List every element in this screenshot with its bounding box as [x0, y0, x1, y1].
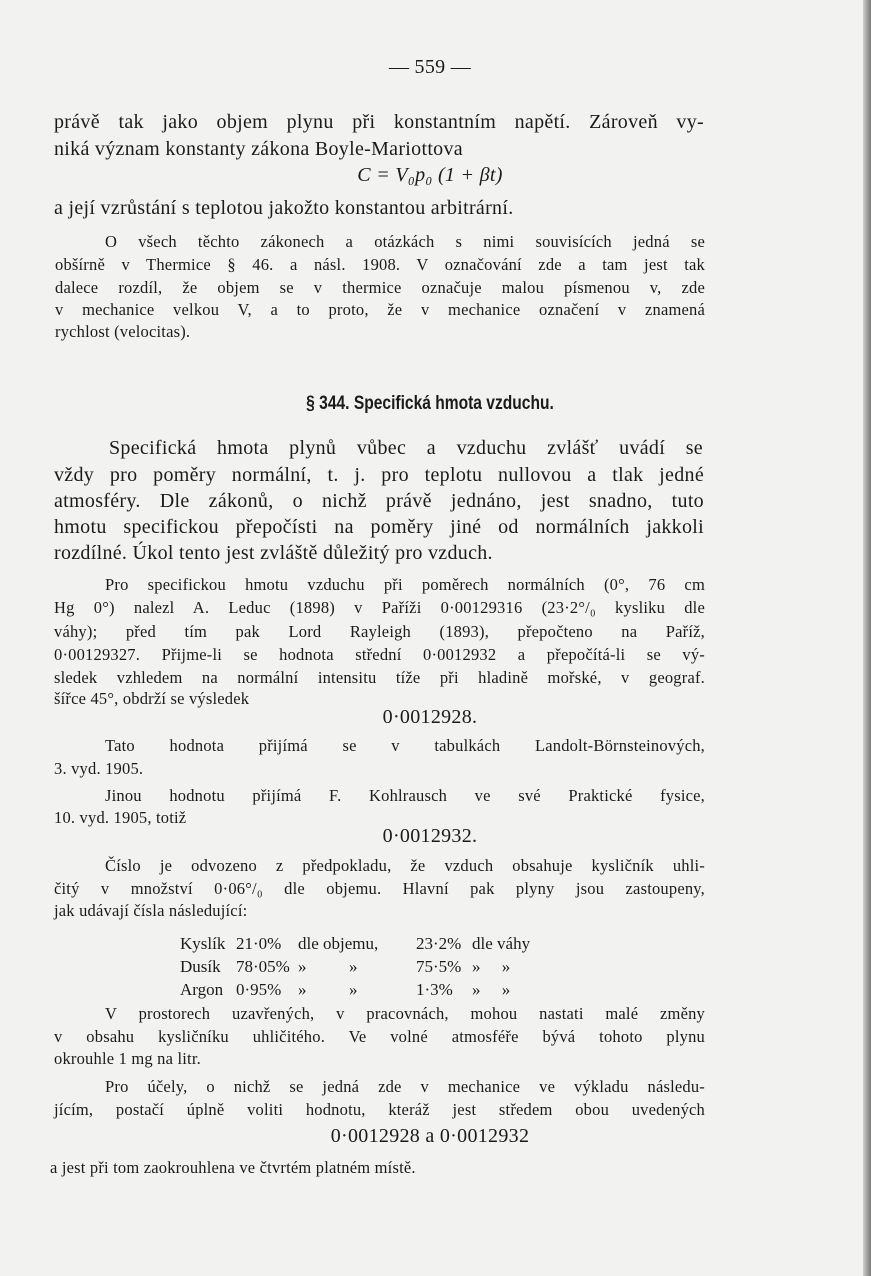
value-line: 0·0012928 a 0·0012932 — [330, 1125, 530, 1147]
gas-volume-label: » » — [298, 979, 358, 999]
text-line: niká význam konstanty zákona Boyle-Mariottova — [54, 138, 463, 160]
text-line: rozdílné. Úkol tento jest zvláště důležitý pro vzduch. — [54, 542, 493, 564]
gas-volume: 21·0% — [236, 933, 282, 953]
text-line: šířce 45°, obdrží se výsledek — [54, 689, 250, 708]
gas-volume: 78·05% — [236, 956, 290, 976]
text-line: vždy pro poměry normální, t. j. pro teplotu nullovou a tlak jedné — [54, 464, 704, 486]
gas-weight-label: dle váhy — [472, 933, 531, 953]
gas-volume: 0·95% — [236, 979, 282, 999]
text-line: a jest při tom zaokrouhlena ve čtvrtém platném místě. — [50, 1158, 416, 1177]
gas-weight: 1·3% — [416, 979, 453, 999]
gas-composition-table — [180, 932, 530, 1001]
text-line: čitý v množství 0·06°/₀ dle objemu. Hlavní pak plyny jsou zastoupeny, — [54, 879, 705, 898]
value-line: 0·0012932. — [382, 825, 478, 847]
gas-weight: 75·5% — [416, 956, 462, 976]
gas-weight-label: » » — [472, 979, 511, 999]
note-line: v mechanice velkou V, a to proto, že v mechanice označení v znamená — [55, 300, 705, 319]
note-line: obšírně v Thermice § 46. a násl. 1908. V označování zde a tam jest tak — [55, 255, 705, 274]
text-line: jícím, postačí úplně voliti hodnotu, kteráž jest středem obou uvedených — [54, 1100, 705, 1119]
gas-volume-label: » » — [298, 956, 358, 976]
page-number: — 559 — — [388, 56, 472, 78]
table-row — [180, 978, 530, 1001]
gas-weight: 23·2% — [416, 933, 462, 953]
table-row — [180, 955, 530, 978]
table-row — [180, 932, 530, 955]
text-line: jak udávají čísla následující: — [54, 901, 248, 920]
formula: C = V₀p₀ (1 + βt) — [357, 164, 503, 186]
text-line: právě tak jako objem plynu při konstantním napětí. Zároveň vy- — [54, 111, 704, 133]
text-line: V prostorech uzavřených, v pracovnách, mohou nastati malé změny — [105, 1004, 705, 1023]
text-line: Číslo je odvozeno z předpokladu, že vzduch obsahuje kysličník uhli- — [105, 856, 705, 875]
text-line: 0·00129327. Přijme-li se hodnota střední 0·0012932 a přepočítá-li se vý- — [54, 645, 705, 664]
text-line: 10. vyd. 1905, totiž — [54, 808, 187, 827]
value-line: 0·0012928. — [382, 706, 478, 728]
text-line: okrouhle 1 mg na litr. — [54, 1049, 201, 1068]
text-line: Tato hodnota přijímá se v tabulkách Landolt-Börnsteinových, — [105, 736, 705, 755]
text-line: Pro účely, o nichž se jedná zde v mechanice ve výkladu následu- — [105, 1077, 705, 1096]
text-line: hmotu specifickou přepočísti na poměry jiné od normálních jakkoli — [54, 516, 704, 538]
note-line: dalece rozdíl, že objem se v thermice označuje malou písmenou v, zde — [55, 278, 705, 297]
gas-name: Argon — [180, 979, 224, 999]
gas-name: Kyslík — [180, 933, 226, 953]
text-line: sledek vzhledem na normální intensitu tíže při hladině mořské, v geograf. — [54, 668, 705, 687]
text-line: Jinou hodnotu přijímá F. Kohlrausch ve své Praktické fysice, — [105, 786, 705, 805]
text-line: Hg 0°) nalezl A. Leduc (1898) v Paříži 0·00129316 (23·2°/₀ kysliku dle — [54, 598, 705, 617]
text-line: Pro specifickou hmotu vzduchu při poměrech normálních (0°, 76 cm — [105, 575, 705, 594]
page-gutter-shadow — [863, 0, 871, 1276]
text-line: a její vzrůstání s teplotou jakožto konstantou arbitrární. — [54, 197, 514, 219]
text-line: Specifická hmota plynů vůbec a vzduchu zvlášť uvádí se — [109, 437, 703, 459]
gas-volume-label: dle objemu, — [298, 933, 379, 953]
gas-name: Dusík — [180, 956, 221, 976]
gas-weight-label: » » — [472, 956, 511, 976]
note-line: O všech těchto zákonech a otázkách s nimi souvisících jedná se — [105, 232, 705, 251]
text-line: 3. vyd. 1905. — [54, 759, 144, 778]
section-heading: § 344. Specifická hmota vzduchu. — [306, 393, 554, 414]
text-line: atmosféry. Dle zákonů, o nichž právě jednáno, jest snadno, tuto — [54, 490, 704, 512]
text-line: váhy); před tím pak Lord Rayleigh (1893), přepočteno na Paříž, — [54, 622, 705, 641]
text-line: v obsahu kysličníku uhličitého. Ve volné atmosféře bývá tohoto plynu — [54, 1027, 705, 1046]
note-line: rychlost (velocitas). — [55, 322, 191, 341]
